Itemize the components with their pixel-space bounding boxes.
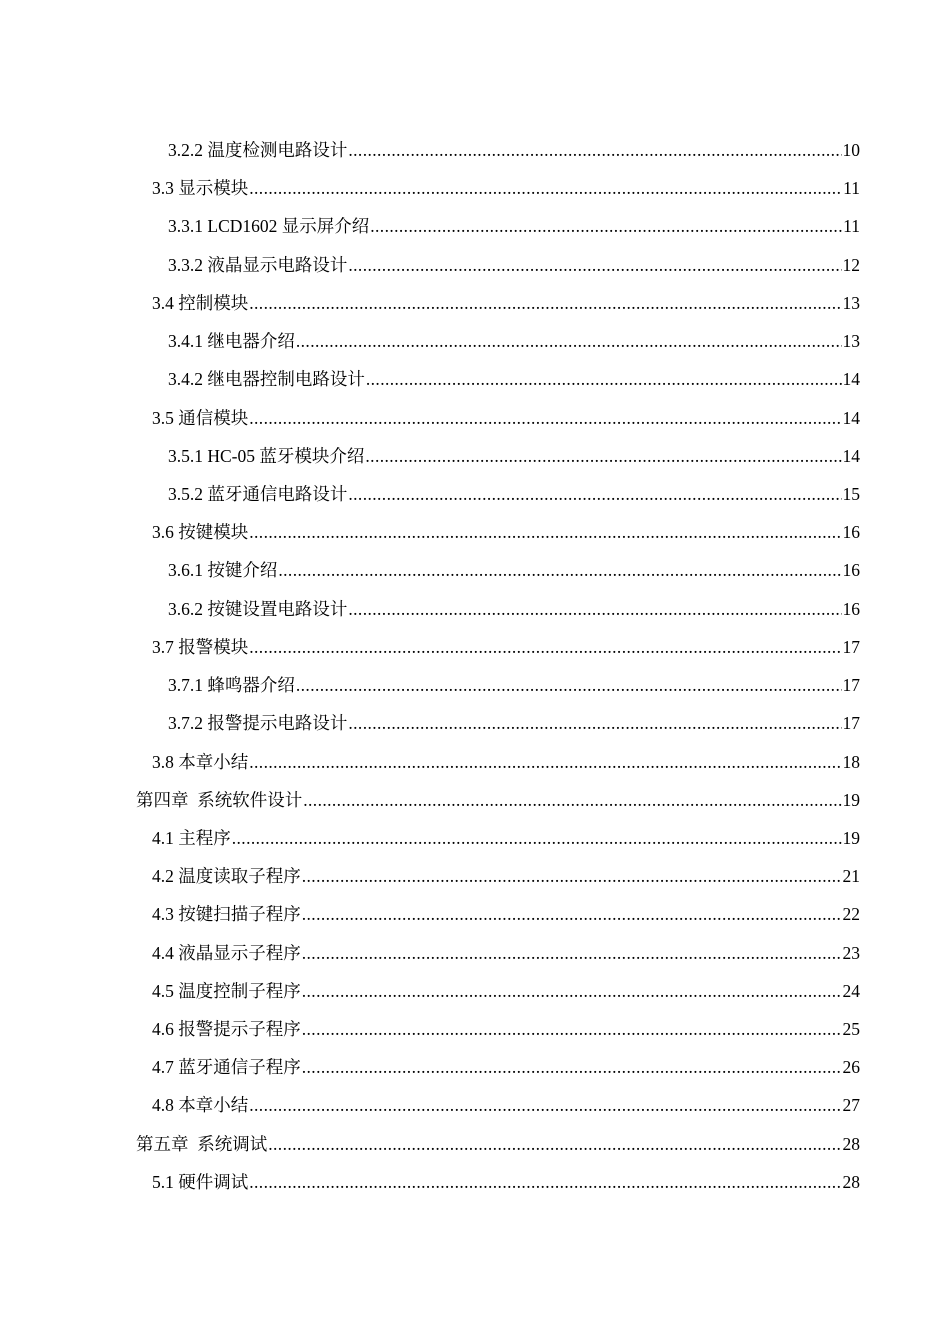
toc-dot-leader [303, 781, 841, 819]
toc-entry[interactable] [0, 1010, 950, 1048]
toc-entry-page-number: 28 [842, 1133, 860, 1154]
toc-entry-title: 3.6 按键模块 [152, 522, 249, 543]
toc-entry-page-number: 22 [842, 904, 860, 925]
toc-dot-leader [249, 1163, 841, 1201]
toc-entry-title: 3.6.1 按键介绍 [168, 560, 278, 581]
toc-dot-leader [348, 246, 841, 284]
toc-entry-title: 4.7 蓝牙通信子程序 [152, 1057, 301, 1078]
toc-entry[interactable] [0, 246, 950, 284]
toc-dot-leader [249, 628, 841, 666]
toc-entry-page-number: 24 [842, 980, 860, 1001]
toc-entry[interactable] [0, 666, 950, 704]
toc-entry-page-number: 21 [842, 866, 860, 887]
toc-entry[interactable] [0, 781, 950, 819]
toc-entry-title: 4.1 主程序 [152, 827, 231, 848]
toc-entry-page-number: 15 [842, 483, 860, 504]
toc-entry-page-number: 28 [842, 1171, 860, 1192]
toc-entry-title: 4.4 液晶显示子程序 [152, 942, 301, 963]
toc-entry-title: 3.6.2 按键设置电路设计 [168, 598, 348, 619]
toc-dot-leader [249, 1086, 841, 1124]
toc-entry[interactable] [0, 1125, 950, 1163]
toc-dot-leader [370, 207, 842, 245]
toc-dot-leader [296, 322, 842, 360]
toc-entry[interactable] [0, 399, 950, 437]
toc-entry-title: 3.5.1 HC-05 蓝牙模块介绍 [168, 445, 365, 466]
toc-dot-leader [348, 131, 841, 169]
toc-entry-page-number: 25 [842, 1019, 860, 1040]
toc-entry-page-number: 17 [842, 675, 860, 696]
toc-entry[interactable] [0, 322, 950, 360]
toc-entry-page-number: 17 [842, 636, 860, 657]
toc-entry[interactable] [0, 934, 950, 972]
toc-entry-title: 3.7 报警模块 [152, 636, 249, 657]
toc-entry-title: 第五章 系统调试 [136, 1133, 268, 1154]
toc-entry-page-number: 11 [843, 178, 860, 199]
toc-dot-leader [249, 284, 841, 322]
table-of-contents [0, 131, 950, 1201]
toc-entry-page-number: 12 [842, 254, 860, 275]
toc-entry[interactable] [0, 437, 950, 475]
toc-dot-leader [302, 1010, 842, 1048]
toc-dot-leader [302, 1048, 842, 1086]
toc-entry-page-number: 18 [842, 751, 860, 772]
toc-entry[interactable] [0, 972, 950, 1010]
toc-dot-leader [249, 513, 841, 551]
toc-entry[interactable] [0, 207, 950, 245]
toc-dot-leader [232, 819, 842, 857]
toc-dot-leader [268, 1125, 841, 1163]
toc-dot-leader [348, 475, 841, 513]
toc-entry-title: 3.5 通信模块 [152, 407, 249, 428]
toc-entry-page-number: 11 [843, 216, 860, 237]
toc-entry-title: 3.3 显示模块 [152, 178, 249, 199]
toc-dot-leader [302, 972, 842, 1010]
toc-entry-page-number: 26 [842, 1057, 860, 1078]
toc-entry[interactable] [0, 895, 950, 933]
toc-dot-leader [366, 360, 842, 398]
toc-entry-title: 3.4 控制模块 [152, 292, 249, 313]
toc-dot-leader [249, 169, 842, 207]
toc-dot-leader [249, 743, 841, 781]
toc-entry[interactable] [0, 1163, 950, 1201]
toc-entry-page-number: 17 [842, 713, 860, 734]
toc-dot-leader [302, 934, 842, 972]
toc-dot-leader [365, 437, 841, 475]
toc-entry[interactable] [0, 743, 950, 781]
toc-entry-title: 3.3.2 液晶显示电路设计 [168, 254, 348, 275]
toc-entry[interactable] [0, 131, 950, 169]
toc-entry[interactable] [0, 704, 950, 742]
toc-entry-page-number: 27 [842, 1095, 860, 1116]
toc-entry[interactable] [0, 1048, 950, 1086]
toc-entry[interactable] [0, 551, 950, 589]
toc-entry-page-number: 10 [842, 140, 860, 160]
toc-entry-title: 3.2.2 温度检测电路设计 [168, 140, 348, 160]
toc-entry-title: 3.4.2 继电器控制电路设计 [168, 369, 365, 390]
toc-entry-title: 4.8 本章小结 [152, 1095, 249, 1116]
toc-entry[interactable] [0, 819, 950, 857]
toc-entry[interactable] [0, 857, 950, 895]
toc-entry-page-number: 16 [842, 560, 860, 581]
toc-entry-page-number: 14 [842, 445, 860, 466]
toc-entry-title: 4.2 温度读取子程序 [152, 866, 301, 887]
toc-dot-leader [296, 666, 842, 704]
toc-entry[interactable] [0, 628, 950, 666]
toc-entry-page-number: 14 [842, 369, 860, 390]
toc-dot-leader [278, 551, 841, 589]
toc-dot-leader [348, 590, 841, 628]
toc-dot-leader [249, 399, 841, 437]
toc-entry-page-number: 19 [842, 789, 860, 810]
toc-entry-page-number: 14 [842, 407, 860, 428]
toc-entry-title: 4.3 按键扫描子程序 [152, 904, 301, 925]
toc-entry[interactable] [0, 590, 950, 628]
toc-entry-title: 3.8 本章小结 [152, 751, 249, 772]
toc-entry-page-number: 19 [842, 827, 860, 848]
toc-dot-leader [348, 704, 841, 742]
toc-entry-title: 4.6 报警提示子程序 [152, 1019, 301, 1040]
toc-entry-page-number: 16 [842, 522, 860, 543]
toc-entry-title: 3.3.1 LCD1602 显示屏介绍 [168, 216, 370, 237]
toc-entry[interactable] [0, 284, 950, 322]
toc-entry[interactable] [0, 169, 950, 207]
toc-dot-leader [302, 895, 842, 933]
toc-entry-page-number: 23 [842, 942, 860, 963]
toc-entry-title: 第四章 系统软件设计 [136, 789, 303, 810]
toc-dot-leader [302, 857, 842, 895]
toc-entry[interactable] [0, 513, 950, 551]
toc-entry-page-number: 13 [842, 292, 860, 313]
toc-entry[interactable] [0, 1086, 950, 1124]
toc-entry-title: 3.7.1 蜂鸣器介绍 [168, 675, 295, 696]
toc-entry-title: 3.4.1 继电器介绍 [168, 331, 295, 352]
toc-entry[interactable] [0, 475, 950, 513]
toc-entry-title: 5.1 硬件调试 [152, 1171, 249, 1192]
toc-entry-title: 3.7.2 报警提示电路设计 [168, 713, 348, 734]
toc-entry-title: 4.5 温度控制子程序 [152, 980, 301, 1001]
toc-entry[interactable] [0, 360, 950, 398]
toc-entry-page-number: 16 [842, 598, 860, 619]
toc-entry-title: 3.5.2 蓝牙通信电路设计 [168, 483, 348, 504]
toc-entry-page-number: 13 [842, 331, 860, 352]
